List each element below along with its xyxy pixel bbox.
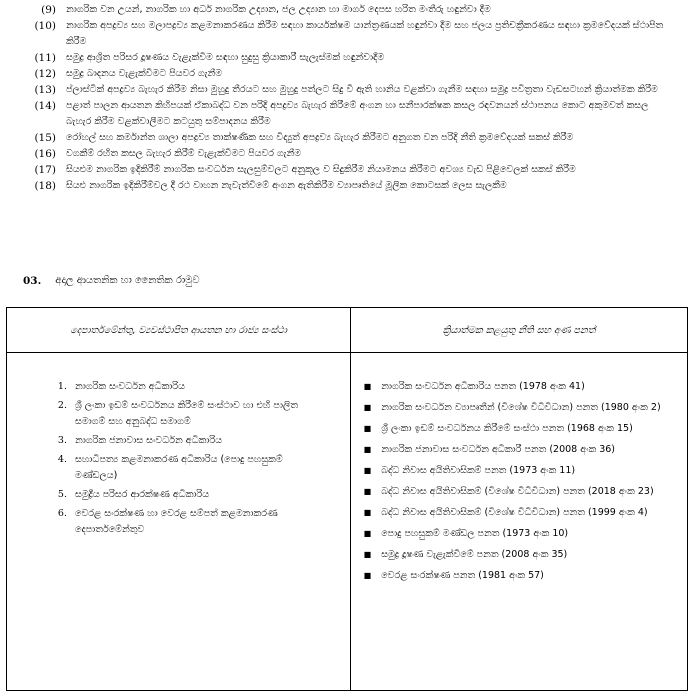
responsibility-table [6,307,688,691]
law-item [351,526,687,542]
list-item-text: නාගරික අපද්‍රව්‍ය සහ මලාපද්‍රව්‍ය කළමනාකරණය කිරීම සඳහා කාර්යක්ෂම යාන්ත්‍රණයක් හඳුන්වා දීම සහ ජලය ප්‍රතිචක්‍රීකරණය සඳහා ක්‍රමවේදයක් ස්ථාපිත කිරීම [66,20,664,47]
header-laws: ක්‍රියාත්මක කළයුතු නීති සහ අණ පනත් [351,308,688,353]
institution-item [7,506,350,538]
law-name: නාගරික සංවර්ධන ව්‍යාපෘතීන් (විශේෂ විධිවිධාන) පනත (1980 අංක 2) [381,402,661,413]
law-name: බද්ධ නිවාස අයිතිවාසිකම් (විශේෂ විධිවිධාන) පනත (1999 අංක 4) [381,507,648,518]
list-item [0,18,690,50]
institution-name: සහාධිපත්‍ය කළමනාකරණ අධිකාරිය (පොදු පහසුකම් මණ්ඩලය) [75,454,283,481]
institution-item [7,487,350,503]
list-item-number: (11) [34,52,56,64]
list-item [0,178,690,194]
law-item [351,379,687,395]
institution-number: 4. [57,454,67,465]
square-bullet-icon: ■ [363,403,372,412]
list-item [0,82,690,98]
law-name: නාගරික සංවර්ධන අධිකාරිය පනත (1978 අංක 41) [381,381,585,392]
list-item [0,98,690,130]
list-item-number: (12) [34,68,56,80]
institution-item [7,379,350,395]
laws-list [351,353,687,584]
law-item [351,505,687,521]
institution-item [7,433,350,449]
list-item [0,130,690,146]
list-item-text: රෝහල් සහ කර්මාන්ත ශාලා අපද්‍රව්‍ය තාක්ෂණික සහ විද්‍යුත් අපද්‍රව්‍ය බැහැර කිරීමට අනුගත වන පරිදි නීති ක්‍රමවේදයක් සකස් කිරීම [66,132,574,143]
list-item-number: (18) [34,180,56,192]
law-name: නාගරික ජනාවාස සංවර්ධන අධිකාරී පනත (2008 අංක 36) [381,444,616,455]
law-name: බද්ධ නිවාස අයිතිවාසිකම් (විශේෂ විධිවිධාන) පනත (2018 අංක 23) [381,486,654,497]
square-bullet-icon: ■ [363,424,372,433]
list-item [0,2,690,18]
square-bullet-icon: ■ [363,445,372,454]
law-item [351,421,687,437]
institution-number: 1. [57,381,67,392]
header-institutions: දෙපාර්තමේන්තු, ව්‍යවස්ථාපිත ආයතන හා රාජ්‍ය සංස්ථා [7,308,351,353]
list-item-number: (15) [34,132,56,144]
institution-number: 5. [57,489,67,500]
law-name: සමුද්‍ර දූෂණ වැළැක්වීමේ පනත (2008 අංක 35) [381,549,568,560]
square-bullet-icon: ■ [363,487,372,496]
table-header-row [7,308,688,353]
list-item-number: (9) [41,4,56,16]
square-bullet-icon: ■ [363,382,372,391]
law-name: ශ්‍රී ලංකා ඉඩම් සංවර්ධනය කිරීමේ සංස්ථා පනත (1968 අංක 15) [381,423,633,434]
list-item-text: නාගරික වන උයන්, නාගරික හා අර්ධ නාගරික උද්‍යාන, ජල උද්‍යාන හා මාර්ග දෙපස හරිත මංතීරු හඳුන්වා දීම [66,4,491,15]
institution-name: වෙරළ සංරක්ෂණ හා වෙරළ සම්පත් කළමනාකරණ දෙපාර්තමේන්තුව [75,508,278,535]
section-number: 03. [23,275,42,287]
square-bullet-icon: ■ [363,529,372,538]
institution-number: 3. [57,435,67,446]
list-item [0,162,690,178]
institution-name: සමුද්‍රීය පරිසර ආරක්ෂණ අධිකාරිය [75,489,210,500]
law-item [351,442,687,458]
institution-name: නාගරික ජනාවාස සංවර්ධන අධිකාරිය [75,435,223,446]
section-title: අදාල ආයතනික හා නෛතික රාමුව [55,275,200,286]
law-name: වෙරළ සංරක්ෂණ පනත (1981 අංක 57) [381,570,544,581]
list-item-text: සමුද්‍ර ආශ්‍රිත පරිසර දූෂණය වැළැක්වීම සඳහා සුදුසු ක්‍රියාකාරී සැලැස්මක් හඳුන්වාදීම [66,52,385,63]
institution-item [7,452,350,484]
list-item-text: ප්ලාස්ටික් අපද්‍රව්‍ය බැහැර කිරීම නිසා මුහුදු තීරයට සහ මුහුදු පත්ලට සිදු වී ඇති හානිය වළක්වා ගැනීම සඳහා සමුද්‍ර පවිත්‍රතා වැඩසටහන් ක්‍රියාත්මක කිරීම [66,84,658,95]
list-item-text: සමුද්‍ර බාදනය වැළැක්වීමට පියවර ගැනීම [66,68,223,79]
institution-number: 2. [57,400,67,411]
list-item-number: (16) [34,148,56,160]
square-bullet-icon: ■ [363,550,372,559]
list-item-number: (10) [34,20,56,32]
list-item-number: (17) [34,164,56,176]
numbered-list [0,2,690,194]
law-item [351,547,687,563]
law-item [351,463,687,479]
institution-name: නාගරික සංවර්ධන අධිකාරිය [75,381,185,392]
list-item [0,146,690,162]
table-row [7,353,688,691]
law-name: බද්ධ නිවාස අයිතිවාසිකම් පනත (1973 අංක 11) [381,465,576,476]
list-item-text: සියළු නාගරික ඉදිකිරීම්වල දී රථ වාහන නැවැත්වීමේ අංගන ඇතිකිරීම ව්‍යාපෘතියේ මූලික කොටසක් ලෙස සැලකීම [66,180,507,191]
list-item-number: (14) [34,100,56,112]
list-item-number: (13) [34,84,56,96]
list-item [0,50,690,66]
institutions-cell [7,353,351,691]
list-item-text: පළාත් පාලන ආයතන කිහිපයක් ඒකාබද්ධ වන පරිදි අපද්‍රව්‍ය බැහැර කිරීමේ අංගන හා සනීපාරක්ෂක කසල රඳවනයන් ස්ථාපනය කොට අකුමවත් කසල බැහැර කිරීම වළක්වාලීමට කටයුතු සම්පාදනය කිරීම [66,100,649,127]
list-item [0,66,690,82]
law-item [351,568,687,584]
square-bullet-icon: ■ [363,466,372,475]
institution-name: ශ්‍රී ලංකා ඉඩම් සංවර්ධනය කිරීමේ සංස්ථාව හා එහි පාලිත සමාගම් සහ අනුබද්ධ සමාගම් [75,400,298,427]
institutions-list [7,353,350,538]
law-name: පොදු පහසුකම් මණ්ඩල පනත (1973 අංක 10) [381,528,569,539]
list-item-text: වගකීම් රහිත කසල බැහැර කිරීම් වැළැක්වීමට පියවර ගැනීම [66,148,302,159]
square-bullet-icon: ■ [363,508,372,517]
square-bullet-icon: ■ [363,571,372,580]
list-item-text: සියළුම නාගරික ඉදිකිරීම් නාගරික සංවර්ධන සැලසුම්වලට අනුකූල ව සිදුකිරීම නියාමනය කිරීමට අවශ්‍ය වැඩ පිළිවෙලක් සකස් කිරීම [66,164,576,175]
institution-item [7,398,350,430]
law-item [351,400,687,416]
section-heading [23,273,200,289]
law-item [351,484,687,500]
institution-number: 6. [57,508,67,519]
laws-cell [351,353,688,691]
